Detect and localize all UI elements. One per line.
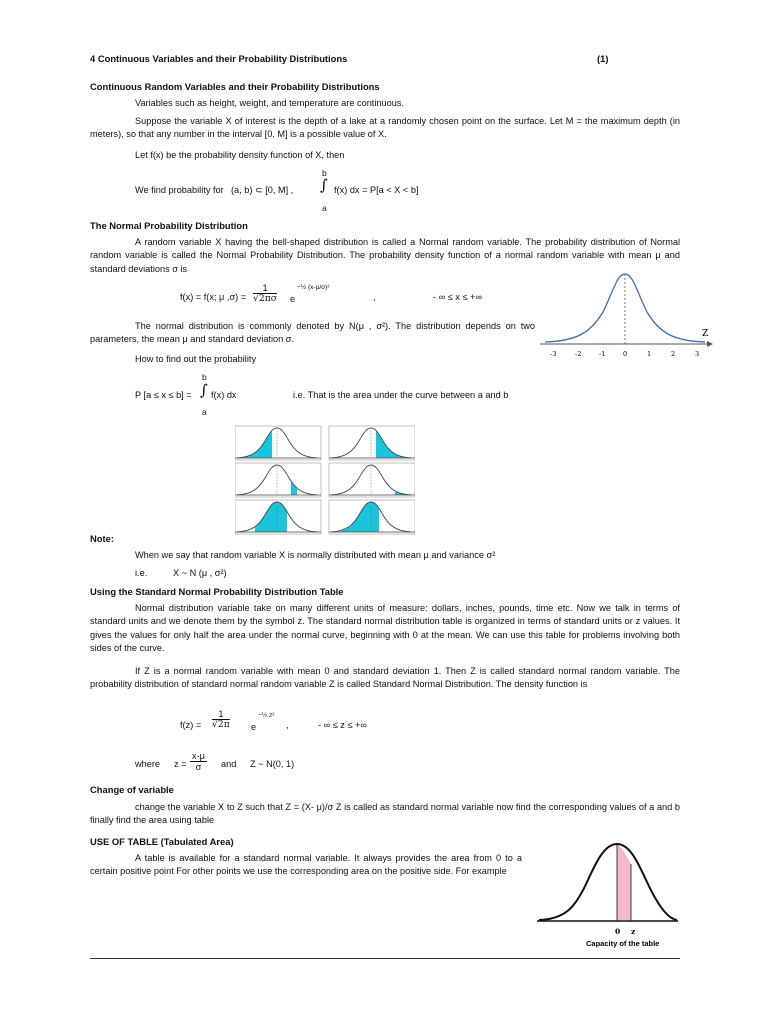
z-denominator: σ xyxy=(195,762,202,773)
note-ie: i.e. xyxy=(135,568,148,578)
tick-label: -2 xyxy=(575,350,582,358)
paragraph: Normal distribution variable take on many different units of measure: dollars, inches, pounds, time etc. Now we talk in terms of standard units and we denote them by the symbol z. The standard normal distribution table is organized in terms of standard units or z values. It gives the values for only half the area under the normal curve, beginning with 0 at the mean. We can use this table for problems involving both sides of the curve. xyxy=(90,603,680,654)
formula-interval: (a, b) ⊂ [0, M] , xyxy=(231,185,294,195)
prob-lhs: P [a ≤ x ≤ b] = xyxy=(135,390,192,400)
paragraph: change the variable X to Z such that Z = (X- μ)/σ Z is called as standard normal variable now find the corresponding values of a and b finally find the area using table xyxy=(90,802,680,826)
shaded-area-diagrams xyxy=(235,424,415,536)
pdf-lhs: f(x) = f(x; μ ,σ) = xyxy=(180,292,247,302)
pdf-range: - ∞ ≤ x ≤ +∞ xyxy=(433,292,482,302)
bell-curve-line xyxy=(539,844,677,920)
axis-ticks xyxy=(550,350,699,358)
diagram-central-band xyxy=(235,500,321,534)
tick-label: 2 xyxy=(671,350,676,358)
tick-label: 0 xyxy=(623,350,628,358)
formula-integrand: f(x) dx = P[a < X < b] xyxy=(334,185,419,195)
tick-label: -1 xyxy=(599,350,606,358)
integral-sign: ∫ xyxy=(200,381,208,399)
label-zero: 0 xyxy=(615,927,621,936)
pdf-denominator: √2πσ xyxy=(253,293,278,305)
axis-arrow-icon xyxy=(707,341,713,347)
section-title-continuous-rv: Continuous Random Variables and their Probability Distributions xyxy=(90,81,380,92)
where-label: where xyxy=(135,759,161,769)
paragraph: If Z is a normal random variable with mean 0 and standard deviation 1. Then Z is called standard normal random variable. The probability distribution of standard normal random variable Z is called Standard Normal Distribution. The density function is xyxy=(90,666,680,690)
pdf-numerator: 1 xyxy=(253,283,277,294)
tick-label: 1 xyxy=(647,350,652,358)
paragraph: Suppose the variable X of interest is the depth of a lake at a randomly chosen point on the surface. Let M = the maximum depth (in meters), so that any number in the interval [0, M] is a possible value of X. xyxy=(90,116,680,140)
section-title-use-of-table: USE OF TABLE (Tabulated Area) xyxy=(90,836,234,847)
comma: , xyxy=(286,720,289,730)
diagram-center-tail xyxy=(329,463,415,497)
integral-sign: ∫ xyxy=(320,176,328,194)
paragraph: A table is available for a standard normal variable. It always provides the area from 0 to a certain positive point For other points we use the corresponding area on the positive side. For example xyxy=(90,853,522,877)
section-title-normal-distribution: The Normal Probability Distribution xyxy=(90,220,248,231)
z-fraction xyxy=(190,751,207,772)
integral-lower-limit: a xyxy=(322,203,327,213)
paragraph: Variables such as height, weight, and temperature are continuous. xyxy=(135,98,404,108)
axis-label-z: Z xyxy=(702,329,709,339)
note-title: Note: xyxy=(90,533,114,544)
paragraph: Let f(x) be the probability density function of X, then xyxy=(135,150,345,160)
tick-label: 3 xyxy=(695,350,700,358)
paragraph: A random variable X having the bell-shaped distribution is called a Normal random variable. The probability distribution of Normal random variable is called the Normal Probability Distribution. The probability density function of a normal random variable with mean μ and standard deviations σ is xyxy=(90,237,680,274)
chapter-title: 4 Continuous Variables and their Probability Distributions xyxy=(90,53,348,64)
fz-exponent: −½ z² xyxy=(258,712,275,719)
z-numerator: x-μ xyxy=(192,751,205,761)
prob-integrand: f(x) dx xyxy=(211,390,237,400)
table-capacity-figure xyxy=(535,836,680,951)
pdf-fraction xyxy=(253,283,277,304)
diagram-right-tail xyxy=(329,426,415,460)
paragraph: The normal distribution is commonly denoted by N(μ , σ²). The distribution depends on two parameters, the mean μ and standard deviation σ. xyxy=(90,321,535,345)
tabulated-area-shade xyxy=(617,844,631,920)
pdf-exponential: e xyxy=(290,294,296,304)
diagram-narrow-band xyxy=(235,463,321,497)
integral-lower-limit: a xyxy=(202,407,207,417)
z-lhs: z = xyxy=(174,759,187,769)
footer-rule xyxy=(90,958,680,959)
diagram-left-tail xyxy=(235,426,321,460)
paragraph: How to find out the probability xyxy=(135,354,257,364)
formula-prefix: We find probability for xyxy=(135,185,224,195)
integral-upper-limit: b xyxy=(322,168,327,178)
figure-caption: Capacity of the table xyxy=(586,939,660,948)
note-distribution: X ~ N (μ , σ²) xyxy=(173,568,227,578)
label-z: z xyxy=(631,927,636,936)
fz-exponential: e xyxy=(251,722,257,732)
fz-denominator: √2π xyxy=(212,719,230,731)
pdf-exponent: −½ (x-μ/σ)² xyxy=(297,284,330,291)
page-number: (1) xyxy=(597,53,609,64)
integral-upper-limit: b xyxy=(202,372,207,382)
z-distribution: Z ~ N(0, 1) xyxy=(250,759,295,769)
prob-note: i.e. That is the area under the curve between a and b xyxy=(293,390,509,400)
normal-curve-figure xyxy=(535,262,715,372)
section-title-change-of-variable: Change of variable xyxy=(90,784,174,795)
note-line: When we say that random variable X is normally distributed with mean μ and variance σ² xyxy=(135,550,496,560)
fz-lhs: f(z) = xyxy=(180,720,202,730)
fz-range: - ∞ ≤ z ≤ +∞ xyxy=(318,720,367,730)
comma: , xyxy=(373,292,376,302)
fz-fraction xyxy=(212,709,230,730)
diagram-left-area xyxy=(329,500,415,534)
section-title-standard-normal-table: Using the Standard Normal Probability Distribution Table xyxy=(90,586,344,597)
and-label: and xyxy=(221,759,237,769)
fz-numerator: 1 xyxy=(212,709,230,720)
tick-label: -3 xyxy=(550,350,557,358)
